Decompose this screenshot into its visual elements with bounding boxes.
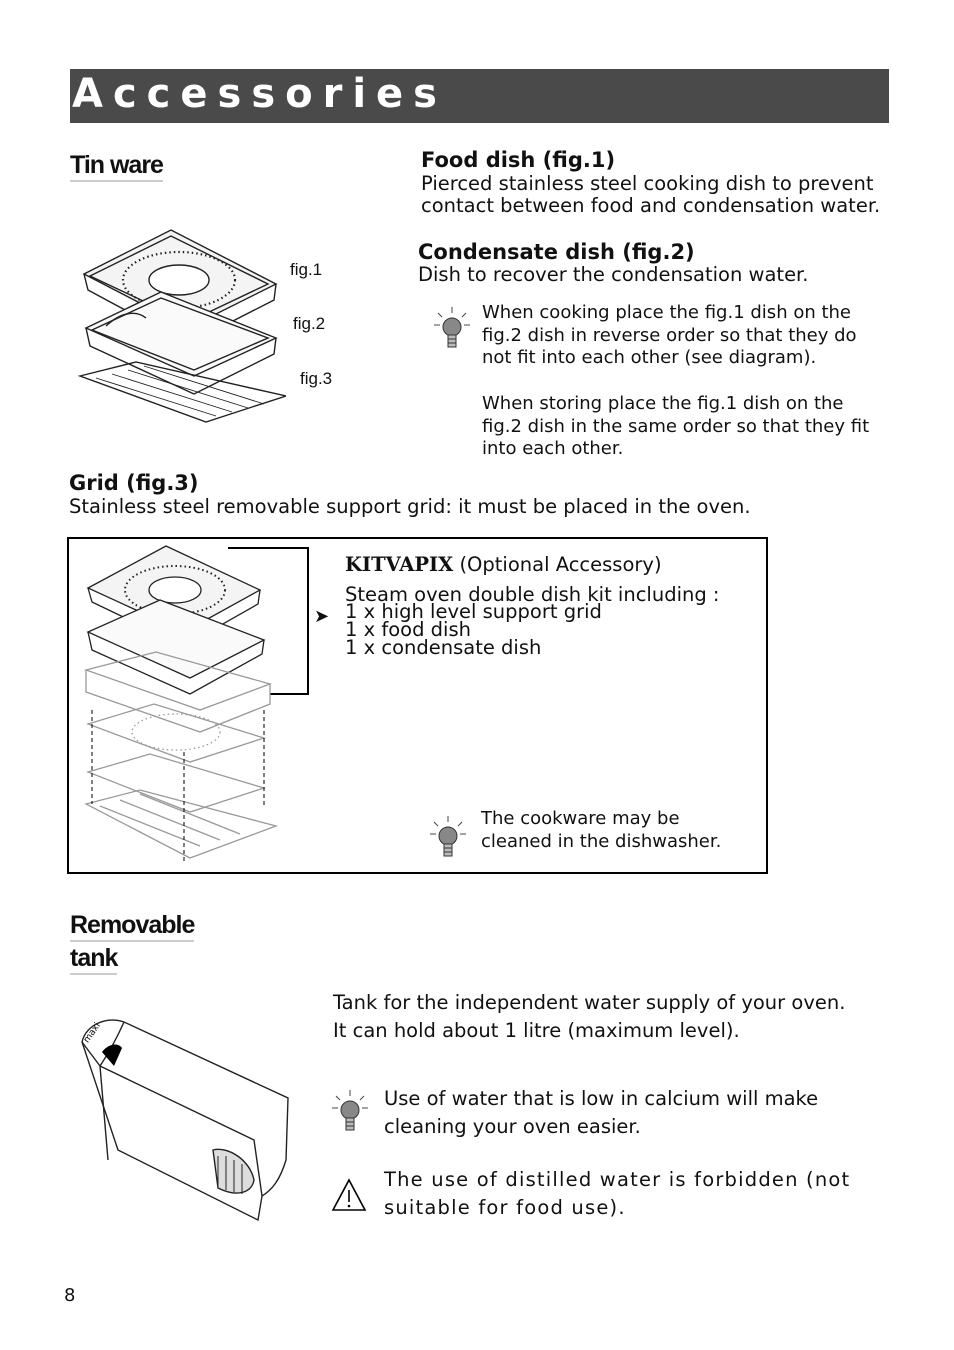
- tank-warning-2: suitable for food use).: [384, 1196, 626, 1219]
- page-title: Accessories: [72, 71, 447, 117]
- tin-ware-illustration: [76, 226, 286, 426]
- grid-title: Grid (fig.3): [69, 471, 199, 495]
- kit-heading: [345, 553, 662, 576]
- section-title-tank-line2: tank: [70, 943, 117, 975]
- condensate-dish-desc: Dish to recover the condensation water.: [418, 263, 809, 286]
- tip-storing: When storing place the fig.1 dish on the fig.2 dish in the same order so that they fit into each other.: [482, 393, 870, 459]
- kit-optional: (Optional Accessory): [453, 553, 662, 576]
- section-title-tank-line1: Removable: [70, 910, 194, 942]
- page-number: 8: [64, 1285, 76, 1306]
- fig-label-1: fig.1: [290, 260, 323, 279]
- tank-illustration: [78, 1010, 293, 1225]
- tank-tip-2: cleaning your oven easier.: [384, 1115, 641, 1138]
- tank-tip-1: Use of water that is low in calcium will make: [384, 1087, 819, 1110]
- tank-desc-1: Tank for the independent water supply of your oven.: [333, 991, 846, 1014]
- tank-desc-2: It can hold about 1 litre (maximum level).: [333, 1019, 740, 1042]
- condensate-dish-title: Condensate dish (fig.2): [418, 240, 695, 264]
- warning-icon: [331, 1178, 367, 1212]
- kit-intro: Steam oven double dish kit including :: [345, 583, 720, 606]
- fig-label-3: fig.3: [300, 369, 333, 388]
- lightbulb-icon: [330, 1088, 370, 1138]
- kit-name: KITVAPIX: [345, 553, 454, 576]
- tip-cooking: When cooking place the fig.1 dish on the fig.2 dish in reverse order so that they do not fit into each other (see diagram).: [482, 302, 857, 368]
- food-dish-title: Food dish (fig.1): [421, 148, 616, 172]
- kit-item: 1 x high level support grid: [345, 600, 602, 623]
- lightbulb-icon: [432, 305, 472, 355]
- tank-warning-1: The use of distilled water is forbidden (not: [384, 1168, 851, 1191]
- food-dish-desc-2: contact between food and condensation water.: [421, 194, 881, 217]
- section-title-tin-ware: Tin ware: [70, 150, 163, 182]
- kit-tip-1: The cookware may be: [481, 808, 680, 829]
- lightbulb-icon: [428, 814, 468, 864]
- grid-desc: Stainless steel removable support grid: it must be placed in the oven.: [69, 495, 751, 518]
- kit-items: [345, 600, 602, 659]
- tank-max-label: maxi: [81, 1021, 103, 1045]
- food-dish-desc-1: Pierced stainless steel cooking dish to prevent: [421, 172, 874, 195]
- arrow-right-icon: ➤: [314, 606, 330, 627]
- kit-illustration: [80, 542, 340, 867]
- fig-label-2: fig.2: [293, 314, 326, 333]
- kit-tip-2: cleaned in the dishwasher.: [481, 831, 722, 852]
- kit-item: 1 x condensate dish: [345, 636, 542, 659]
- kit-item: 1 x food dish: [345, 618, 471, 641]
